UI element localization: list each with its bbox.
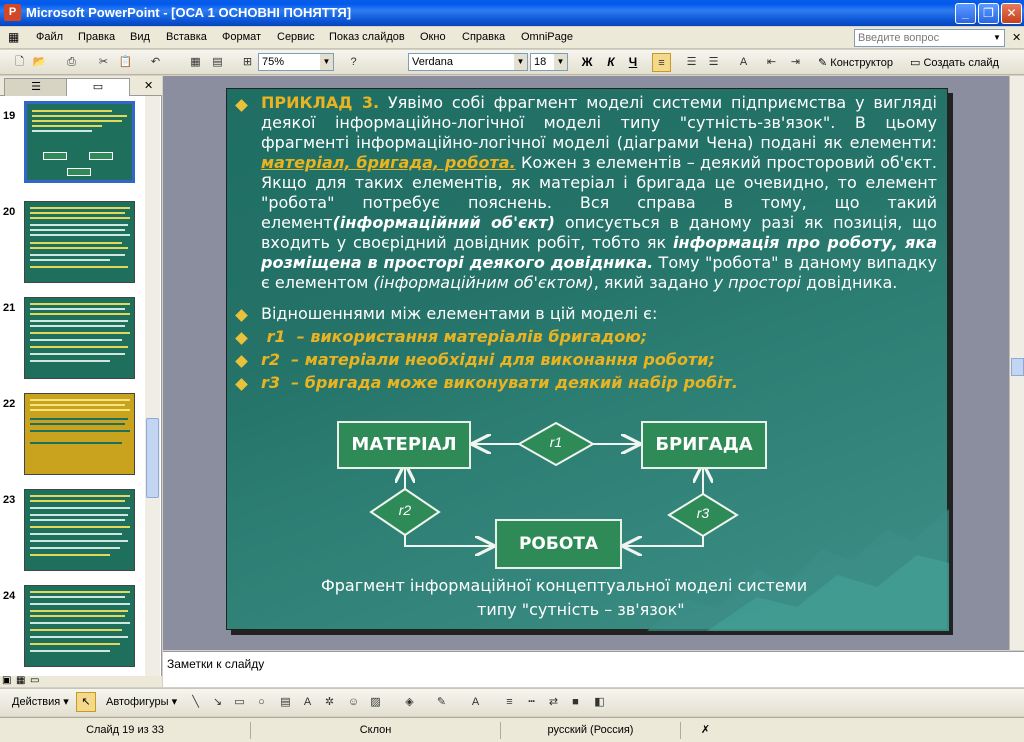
p1-text-6: довідника.	[801, 273, 898, 292]
zoom-value: 75%	[262, 56, 285, 68]
example-lead: ПРИКЛАД 3.	[261, 93, 380, 112]
undo-icon[interactable]: ↶	[150, 56, 161, 68]
actions-label: Действия	[12, 696, 61, 708]
autoshapes-label: Автофигуры	[106, 696, 169, 708]
zoom-select[interactable]	[258, 53, 334, 71]
menu-slideshow[interactable]: Показ слайдов	[329, 31, 405, 43]
decrease-indent-icon[interactable]: ⇤	[766, 56, 777, 68]
italic-button[interactable]: К	[607, 55, 615, 69]
slide[interactable]	[226, 88, 948, 630]
panel-tabs	[0, 76, 162, 96]
underline-button[interactable]: Ч	[628, 55, 638, 69]
p1-text-1: Уявімо собі фрагмент моделі системи підприємства у вигляді деякої інформаційно-логічної моделі типу "сутність-зв'язок". В цьому фрагменті інформаційно-логічної моделі (діаграми Чена) подані як елементи:	[261, 93, 937, 152]
menu-format[interactable]: Формат	[222, 31, 262, 43]
slideshow-view-icon[interactable]: ▭	[30, 675, 40, 686]
diagram-caption-2: типу "сутність – зв'язок"	[477, 600, 685, 619]
chevron-down-icon[interactable]: ▼	[993, 33, 1001, 42]
insert-chart-icon[interactable]: ▤	[212, 56, 223, 68]
tab-slides[interactable]: ▭	[66, 78, 130, 96]
clipart-icon[interactable]: ☺	[347, 696, 360, 708]
slide-thumbnail-24[interactable]	[24, 585, 135, 667]
r1-text: – використання матеріалів бригадою;	[296, 327, 648, 346]
sorter-view-icon[interactable]: ▦	[16, 675, 26, 686]
menu-help[interactable]: Справка	[462, 31, 506, 43]
thumb-number: 24	[3, 590, 16, 602]
thumb-number: 21	[3, 302, 16, 314]
slide-thumbnail-19[interactable]	[24, 101, 135, 183]
rectangle-icon[interactable]: ▭	[234, 696, 245, 708]
menu-insert[interactable]: Вставка	[166, 31, 207, 43]
title-bar	[0, 0, 1024, 26]
entity-work: РОБОТА	[495, 519, 622, 569]
grid-icon[interactable]: ⊞	[242, 56, 253, 68]
oval-icon[interactable]: ○	[258, 696, 265, 708]
diagram-caption-1: Фрагмент інформаційної концептуальної моделі системи	[321, 576, 808, 595]
slide-thumbnail-23[interactable]	[24, 489, 135, 571]
menu-view[interactable]: Вид	[130, 31, 150, 43]
menu-edit[interactable]: Правка	[78, 31, 116, 43]
line-color-icon[interactable]: ✎	[436, 696, 447, 708]
menu-file[interactable]: Файл	[36, 31, 64, 43]
textbox-icon[interactable]: ▤	[280, 696, 291, 708]
relation-r1-label: r1	[549, 434, 563, 450]
actions-button[interactable]: Действия ▾	[12, 696, 69, 708]
p1-text-5: , який задано	[593, 273, 714, 292]
new-icon[interactable]: 🗋	[15, 56, 24, 68]
close-button[interactable]: ✕	[1001, 3, 1022, 24]
bullets-icon[interactable]: ☰	[708, 56, 719, 68]
language: русский (Россия)	[500, 722, 680, 739]
relations-intro: Відношеннями між елементами в цій моделі є:	[261, 304, 658, 323]
document-icon[interactable]: ▦	[8, 30, 20, 44]
chevron-down-icon[interactable]: ▼	[554, 54, 567, 70]
p1-text-4: Тому "робота" в даному випадку є елементом	[261, 253, 937, 292]
thumb-number: 20	[3, 206, 16, 218]
thumb-number: 23	[3, 494, 16, 506]
shadow-icon[interactable]: ■	[572, 696, 579, 708]
scroll-thumb[interactable]	[1011, 358, 1024, 376]
powerpoint-icon[interactable]: P	[4, 4, 21, 21]
r3-text: – бригада може виконувати деякий набір робіт.	[291, 373, 738, 392]
font-select[interactable]	[408, 53, 528, 71]
thumb-number: 19	[3, 110, 16, 122]
p1-text-3: описується в даному разі як позиція, що входить у своєрідний довідник робіт, тобто як	[261, 213, 938, 252]
window-title: Microsoft PowerPoint - [ОСА 1 ОСНОВНІ ПОНЯТТЯ]	[26, 5, 352, 20]
p1-italic-3: (інформаційним об'єктом)	[373, 273, 594, 292]
help-icon[interactable]: ?	[350, 56, 357, 68]
align-left-icon[interactable]: ≡	[652, 53, 671, 72]
menu-omnipage[interactable]: OmniPage	[521, 31, 573, 43]
scroll-thumb[interactable]	[146, 418, 159, 498]
status-bar	[0, 717, 1024, 742]
thumbnail-scrollbar[interactable]	[145, 96, 160, 676]
designer-button[interactable]: ✎ Конструктор	[818, 57, 893, 69]
picture-icon[interactable]: ▨	[370, 696, 381, 708]
insert-table-icon[interactable]: ▦	[190, 56, 201, 68]
bold-button[interactable]: Ж	[581, 55, 593, 69]
design-template: Склон	[250, 722, 500, 739]
font-size-value: 18	[534, 56, 547, 68]
font-size-increase-icon[interactable]: A	[739, 56, 748, 68]
dash-style-icon[interactable]: ┅	[528, 696, 535, 708]
r3-code: r3	[261, 373, 281, 392]
thumb-number: 22	[3, 398, 16, 410]
slide-scrollbar[interactable]	[1009, 76, 1024, 650]
diagram-icon[interactable]: ✲	[324, 696, 335, 708]
close-icon[interactable]: ✕	[144, 80, 154, 92]
new-slide-button[interactable]: ▭ Создать слайд	[910, 57, 999, 69]
p1-italic-4: у просторі	[713, 273, 802, 292]
autoshapes-button[interactable]: Автофигуры ▾	[106, 696, 178, 708]
maximize-button[interactable]: ❐	[978, 3, 999, 24]
open-icon[interactable]: 📂	[32, 56, 47, 68]
font-color-icon[interactable]: A	[471, 696, 480, 708]
slide-thumbnail-20[interactable]	[24, 201, 135, 283]
chevron-down-icon[interactable]: ▼	[514, 54, 527, 70]
slide-counter: Слайд 19 из 33	[86, 724, 164, 736]
font-value: Verdana	[412, 56, 453, 68]
print-icon[interactable]: ⎙	[67, 56, 76, 68]
relation-r2-label: r2	[398, 502, 412, 518]
help-search-input[interactable]	[854, 29, 1005, 47]
font-size-select[interactable]	[530, 53, 568, 71]
p1-italic-1: (інформаційний об'єкт)	[332, 213, 555, 232]
select-pointer-icon[interactable]: ↖	[76, 692, 96, 712]
increase-indent-icon[interactable]: ⇥	[790, 56, 801, 68]
3d-icon[interactable]: ◧	[594, 696, 605, 708]
menu-tools[interactable]: Сервис	[277, 31, 315, 43]
r2-code: r2	[261, 350, 281, 369]
view-buttons	[0, 676, 162, 687]
slide-thumbnail-21[interactable]	[24, 297, 135, 379]
help-placeholder: Введите вопрос	[858, 32, 940, 44]
entity-brigade: БРИГАДА	[641, 421, 767, 469]
r1-code: r1	[266, 327, 286, 346]
tab-outline[interactable]: ☰	[4, 78, 68, 96]
notes-placeholder: Заметки к слайду	[167, 657, 265, 671]
toolbar	[0, 50, 1024, 75]
minimize-button[interactable]: _	[955, 3, 976, 24]
slides-panel	[0, 76, 162, 676]
designer-label: Конструктор	[830, 57, 893, 69]
doc-close-icon[interactable]: ✕	[1012, 32, 1022, 44]
slide-thumbnail-22[interactable]	[24, 393, 135, 475]
r2-text: – матеріали необхідні для виконання роботи;	[291, 350, 715, 369]
fill-color-icon[interactable]: ◈	[405, 696, 414, 708]
drawing-toolbar	[0, 688, 1024, 716]
arrow-style-icon[interactable]: ⇄	[548, 696, 559, 708]
notes-pane[interactable]	[163, 651, 1024, 687]
p1-emphasis: матеріал, бригада, робота.	[261, 153, 516, 172]
normal-view-icon[interactable]: ▣	[2, 675, 12, 686]
p1-italic-2: інформація про роботу, яка розміщена в просторі деякого довідника.	[261, 233, 937, 272]
entity-material: МАТЕРІАЛ	[337, 421, 471, 469]
p1-text-2: Кожен з елементів – деякий просторовий об'єкт. Якщо для таких елементів, як матеріал і бригада це очевидно, то елемент "робота" потребує пояснень. Вся справа в тому, що такий елемент	[261, 153, 938, 232]
line-icon[interactable]: ╲	[192, 696, 199, 708]
relation-r3-label: r3	[696, 505, 710, 521]
new-slide-label: Создать слайд	[923, 57, 999, 69]
menu-window[interactable]: Окно	[420, 31, 446, 43]
chevron-down-icon[interactable]: ▼	[320, 54, 333, 70]
spelling-icon[interactable]: ✗	[680, 722, 730, 739]
wordart-icon[interactable]: A	[303, 696, 312, 708]
arrow-icon[interactable]: ↘	[212, 696, 223, 708]
cut-icon[interactable]: ✂	[98, 56, 109, 68]
line-style-icon[interactable]: ≡	[506, 696, 513, 708]
paste-icon[interactable]: 📋	[118, 56, 133, 68]
numbering-icon[interactable]: ☰	[686, 56, 697, 68]
